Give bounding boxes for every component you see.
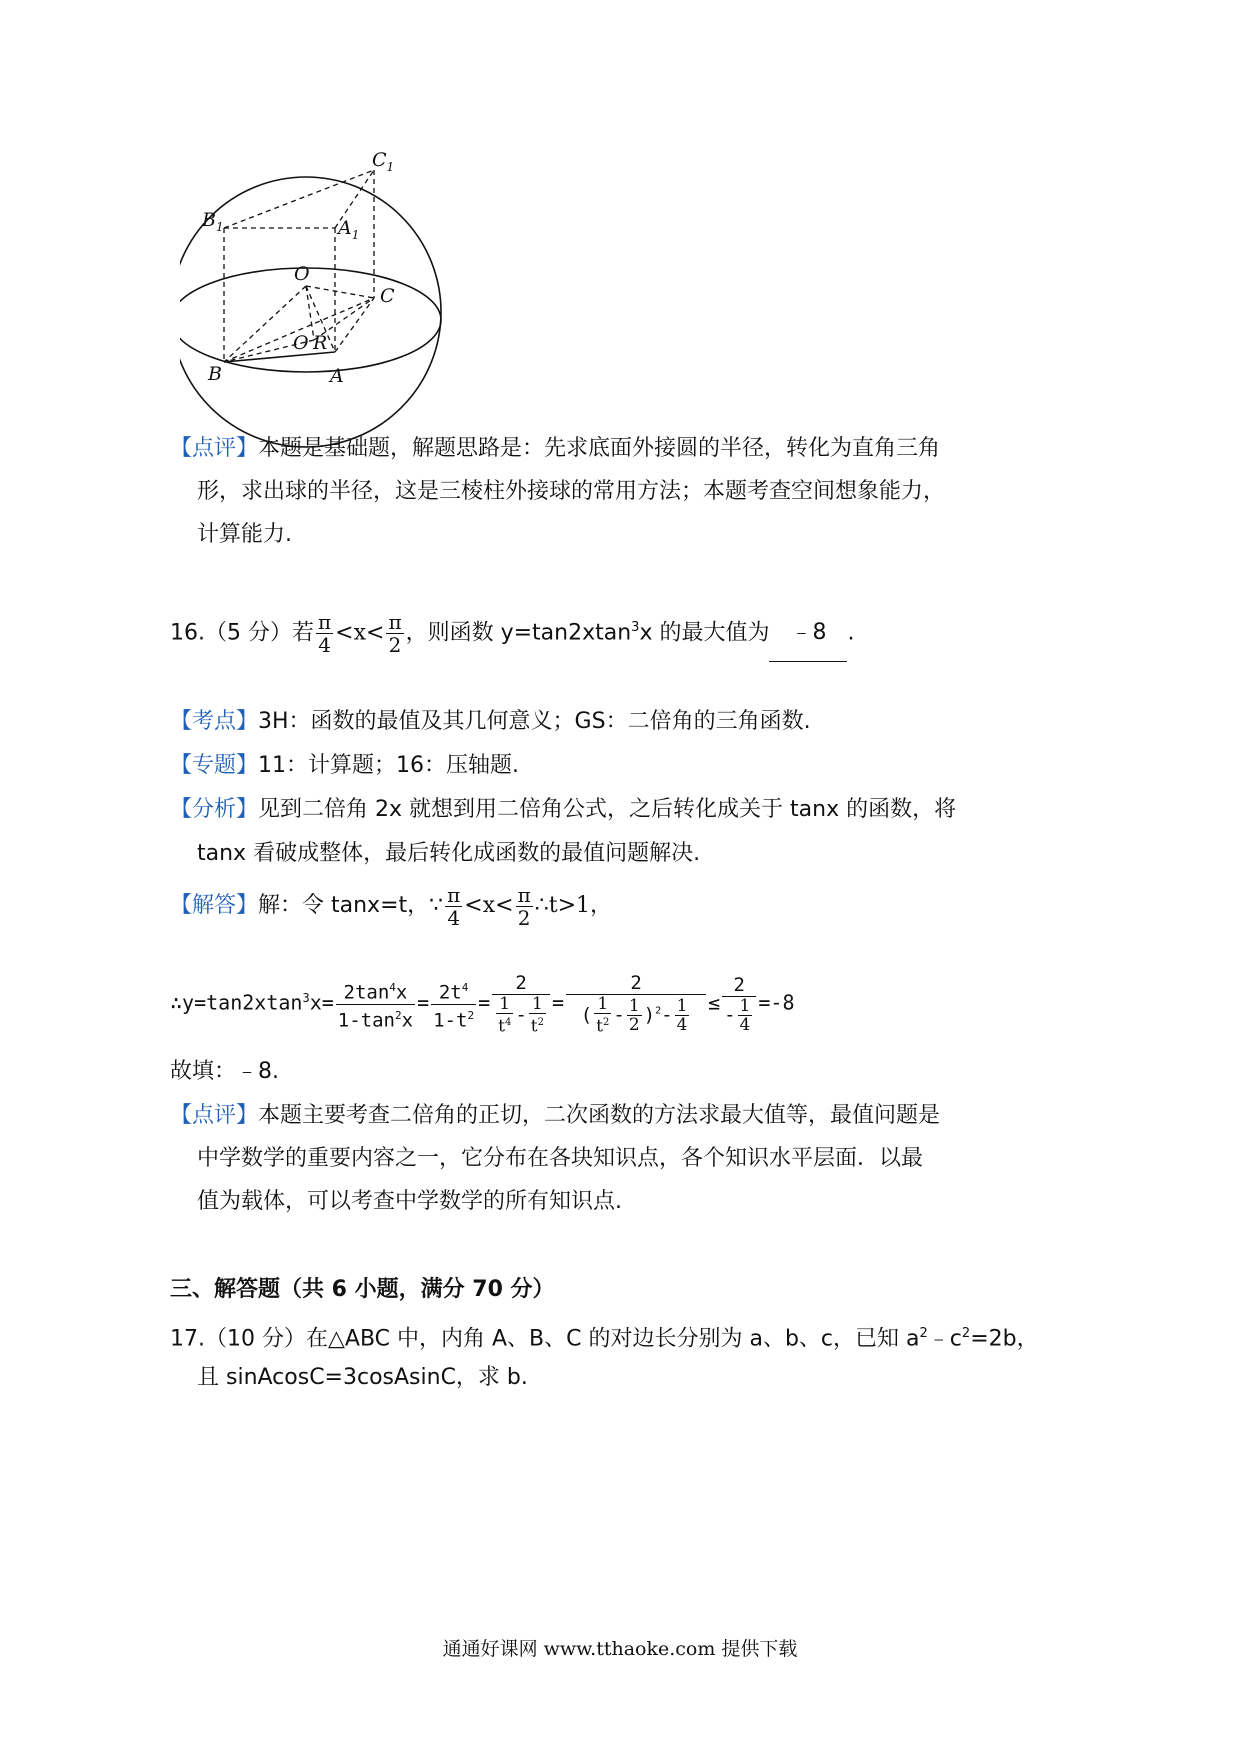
review16-line2: 中学数学的重要内容之一，它分布在各块知识点，各个知识水平层面．以最	[197, 1146, 924, 1171]
label-a: A	[330, 365, 344, 387]
kaodian: 【考点】3H：函数的最值及其几何意义；GS：二倍角的三角函数.	[170, 709, 811, 734]
fill-answer: 故填：﹣8.	[170, 1059, 279, 1084]
label-r: R	[313, 332, 328, 354]
question-16: 16.（5 分）若 $\frac{\pi}{4}$ <x< $\frac{\pi}{2}$ ，则函数 y=tan2xtan$^3$x 的最大值为 ﹣8 .	[170, 600, 854, 656]
frac-pi-over-4: $\frac{\pi}{4}$	[317, 609, 332, 657]
frac-pi-over-2: $\frac{\pi}{2}$	[388, 609, 402, 657]
review15-line1: 【点评】本题是基础题，解题思路是：先求底面外接圆的半径，转化为直角三角	[170, 436, 941, 461]
sphere-prism-figure	[180, 140, 510, 470]
review16-line1: 【点评】本题主要考查二倍角的正切，二次函数的方法求最大值等，最值问题是	[170, 1103, 941, 1128]
sphere-outline	[180, 177, 441, 447]
label-a1: $A_1$	[338, 217, 360, 242]
review-tag: 【点评】	[170, 436, 259, 461]
label-c1: $C_1$	[372, 149, 395, 174]
label-c: C	[380, 285, 395, 307]
page-footer: 通通好课网 www.tthaoke.com 提供下载	[442, 1638, 798, 1660]
solution-equation: ∴y=tan2xtan$^3$x= $\frac{2\tan^4x}{1-\tan^2x}$ = $\frac{2t^4}{1-t^2}$ = 2 $\frac{1}{t^4}$ - $\frac{1}{t^2}$ = 2 ( $\frac{1}{t^2}$ - $\frac{1}{2}$ )$^2$- $\frac{1}{4}$ ≤ 2 - $\frac{1}{4}$ =-8	[170, 972, 795, 1037]
zhuanti: 【专题】11：计算题；16：压轴题.	[170, 753, 519, 778]
review15-line3: 计算能力.	[197, 522, 292, 547]
question-17-line1: 17.（10 分）在△ABC 中，内角 A、B、C 的对边长分别为 a、b、c，已知 $a^2﹣c^2=2b$，	[170, 1326, 1039, 1352]
question-17-line2: 且 sinAcosC=3cosAsinC，求 b.	[197, 1365, 528, 1390]
review16-line3: 值为载体，可以考查中学数学的所有知识点.	[197, 1189, 622, 1214]
fenxi-line1: 【分析】见到二倍角 2x 就想到用二倍角公式，之后转化成关于 tanx 的函数，将	[170, 797, 957, 822]
label-b: B	[208, 363, 222, 385]
label-b1: $B_1$	[202, 209, 224, 234]
equator-ellipse	[180, 268, 441, 372]
label-o: O	[294, 263, 310, 285]
section-title: 三、解答题（共 6 小题，满分 70 分）	[170, 1277, 555, 1302]
label-o1: O	[293, 332, 309, 354]
jieda-line: 【解答】解：令 tanx=t，∵ $\frac{\pi}{4}$ <x< $\frac{\pi}{2}$ ∴t>1，	[170, 882, 613, 930]
fenxi-line2: tanx 看破成整体，最后转化成函数的最值问题解决.	[197, 841, 701, 866]
review15-line2: 形，求出球的半径，这是三棱柱外接球的常用方法；本题考查空间想象能力，	[197, 479, 946, 504]
answer-blank: ﹣8	[769, 605, 847, 662]
